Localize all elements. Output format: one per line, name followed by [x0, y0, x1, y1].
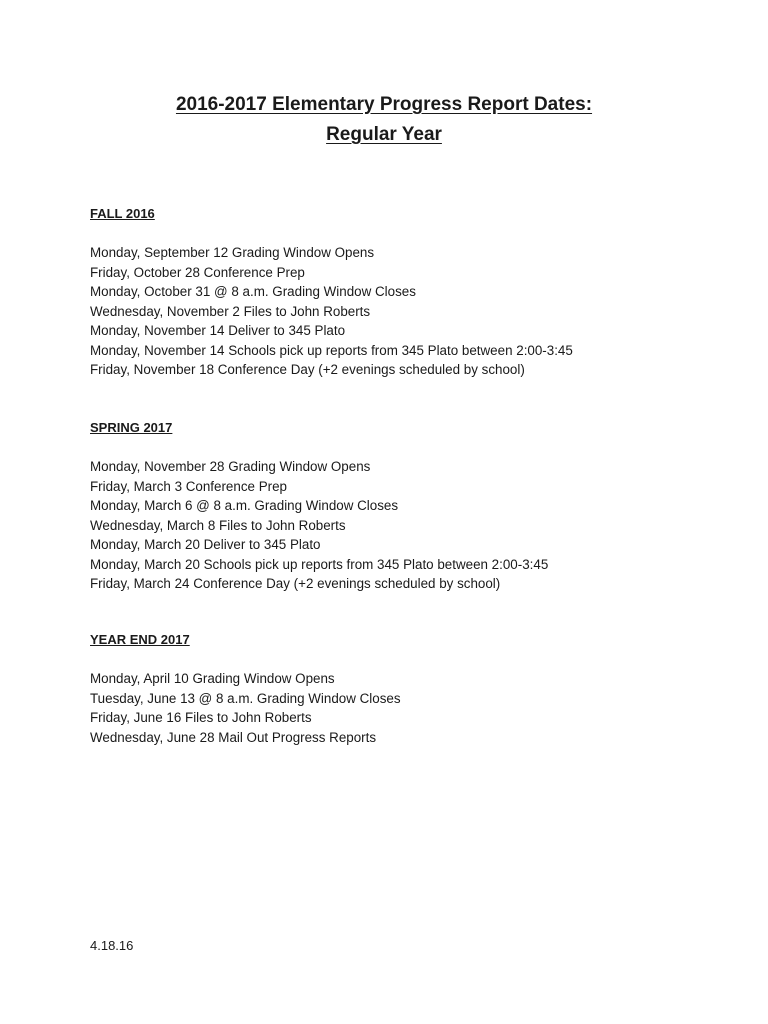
date-entry: Wednesday, March 8 Files to John Roberts: [90, 517, 346, 533]
section-heading: SPRING 2017: [90, 420, 173, 435]
section-heading: FALL 2016: [90, 206, 155, 221]
section-heading: YEAR END 2017: [90, 632, 190, 647]
section-spring-2017: [90, 419, 710, 594]
date-entry: Friday, November 18 Conference Day (+2 evenings scheduled by school): [90, 362, 525, 377]
date-entry: Monday, March 20 Schools pick up reports from 345 Plato between 2:00-3:45: [90, 556, 549, 572]
date-entry: Monday, April 10 Grading Window Opens: [90, 671, 335, 686]
date-entry: Friday, March 24 Conference Day (+2 evenings scheduled by school): [90, 576, 501, 591]
date-entry: Monday, September 12 Grading Window Opens: [90, 245, 375, 260]
date-entry: Friday, October 28 Conference Prep: [90, 264, 305, 280]
date-entry: Wednesday, November 2 Files to John Roberts: [90, 303, 371, 319]
date-entry: Tuesday, June 13 @ 8 a.m. Grading Window Closes: [90, 690, 401, 706]
title-line-2: Regular Year: [326, 124, 442, 145]
date-entry: Monday, March 6 @ 8 a.m. Grading Window Closes: [90, 498, 399, 513]
document-title: [0, 90, 768, 150]
date-entry: Friday, June 16 Files to John Roberts: [90, 710, 312, 725]
date-entry: Monday, November 14 Deliver to 345 Plato: [90, 323, 346, 338]
title-line-1: 2016-2017 Elementary Progress Report Dates:: [175, 94, 593, 115]
date-entry: Wednesday, June 28 Mail Out Progress Reports: [90, 729, 377, 745]
date-entry: Monday, November 28 Grading Window Opens: [90, 459, 371, 474]
section-fall-2016: [90, 205, 710, 380]
section-year-end-2017: [90, 631, 710, 747]
date-entry: Monday, November 14 Schools pick up reports from 345 Plato between 2:00-3:45: [90, 342, 573, 358]
footer-date: 4.18.16: [90, 938, 134, 953]
date-entry: Friday, March 3 Conference Prep: [90, 478, 287, 494]
date-entry: Monday, October 31 @ 8 a.m. Grading Window Closes: [90, 284, 416, 299]
date-entry: Monday, March 20 Deliver to 345 Plato: [90, 537, 321, 552]
